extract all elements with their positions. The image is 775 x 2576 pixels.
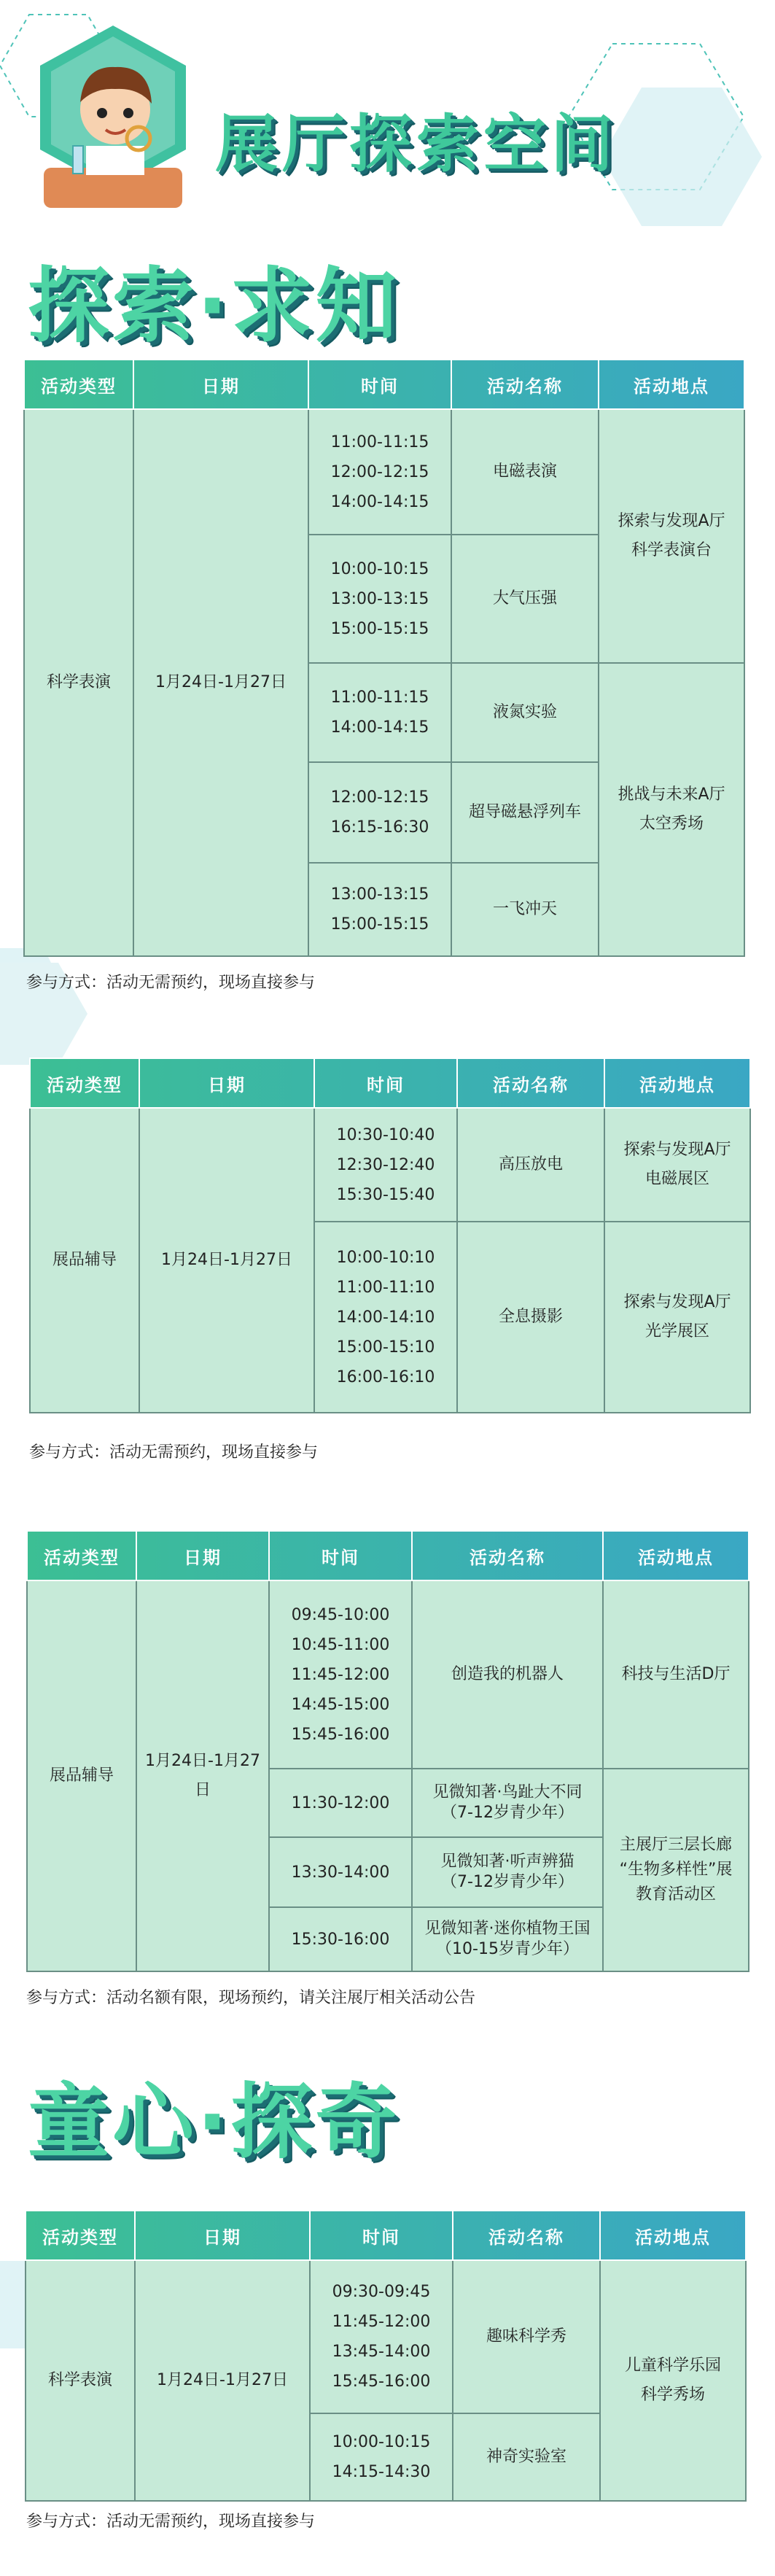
header-time: 时间	[310, 2211, 453, 2260]
header-time: 时间	[314, 1058, 457, 1108]
time-cell: 15:30-16:00	[269, 1907, 412, 1971]
activity-name: 全息摄影	[457, 1222, 604, 1413]
time-cell: 11:00-11:15 12:00-12:15 14:00-14:15	[308, 409, 451, 535]
schedule-table-2	[29, 1058, 751, 1413]
table-row	[27, 1580, 749, 1769]
header-location: 活动地点	[600, 2211, 746, 2260]
header-time: 时间	[308, 360, 451, 409]
participation-note: 参与方式：活动无需预约，现场直接参与	[26, 974, 316, 992]
time-cell: 10:30-10:40 12:30-12:40 15:30-15:40	[314, 1108, 457, 1222]
activity-name: 高压放电	[457, 1108, 604, 1222]
header-type: 活动类型	[26, 2211, 135, 2260]
time-cell: 10:00-10:10 11:00-11:10 14:00-14:10 15:00-15:10 16:00-16:10	[314, 1222, 457, 1413]
header-date: 日期	[136, 1531, 269, 1580]
schedule-table-4	[25, 2210, 747, 2502]
header-name: 活动名称	[457, 1058, 604, 1108]
activity-name: 见微知著·迷你植物王国 （10-15岁青少年）	[412, 1907, 603, 1971]
activity-type: 展品辅导	[27, 1580, 136, 1971]
activity-name: 电磁表演	[451, 409, 599, 535]
activity-location: 挑战与未来A厅 太空秀场	[599, 663, 744, 956]
header-date: 日期	[135, 2211, 310, 2260]
table-row	[24, 409, 744, 535]
header-name: 活动名称	[412, 1531, 603, 1580]
header-location: 活动地点	[603, 1531, 749, 1580]
activity-date: 1月24日-1月27日	[133, 409, 308, 956]
activity-location: 探索与发现A厅 电磁展区	[604, 1108, 750, 1222]
activity-type: 科学表演	[24, 409, 133, 956]
time-cell: 12:00-12:15 16:15-16:30	[308, 762, 451, 863]
participation-note: 参与方式：活动无需预约，现场直接参与	[26, 2513, 316, 2531]
time-cell: 13:00-13:15 15:00-15:15	[308, 863, 451, 956]
header-type: 活动类型	[27, 1531, 136, 1580]
activity-name: 趣味科学秀	[453, 2260, 600, 2413]
time-cell: 09:30-09:45 11:45-12:00 13:45-14:00 15:45-16:00	[310, 2260, 453, 2413]
time-cell: 13:30-14:00	[269, 1837, 412, 1907]
page-title: 展厅探索空间	[215, 108, 618, 181]
time-cell: 11:30-12:00	[269, 1769, 412, 1837]
header-name: 活动名称	[453, 2211, 600, 2260]
header-location: 活动地点	[604, 1058, 750, 1108]
time-cell: 09:45-10:00 10:45-11:00 11:45-12:00 14:45-15:00 15:45-16:00	[269, 1580, 412, 1769]
activity-type: 展品辅导	[30, 1108, 139, 1413]
activity-name: 神奇实验室	[453, 2413, 600, 2501]
activity-location: 儿童科学乐园 科学秀场	[600, 2260, 746, 2501]
header-type: 活动类型	[30, 1058, 139, 1108]
header-date: 日期	[139, 1058, 314, 1108]
header-name: 活动名称	[451, 360, 599, 409]
activity-name: 见微知著·听声辨猫 （7-12岁青少年）	[412, 1837, 603, 1907]
activity-name: 大气压强	[451, 535, 599, 663]
header-date: 日期	[133, 360, 308, 409]
time-cell: 10:00-10:15 13:00-13:15 15:00-15:15	[308, 535, 451, 663]
activity-name: 超导磁悬浮列车	[451, 762, 599, 863]
section-title-explore: 探索·求知	[28, 259, 400, 354]
scientist-boy-icon	[29, 22, 197, 212]
header-time: 时间	[269, 1531, 412, 1580]
activity-date: 1月24日-1月27日	[135, 2260, 310, 2501]
activity-date: 1月24日-1月27日	[136, 1580, 269, 1971]
participation-note: 参与方式：活动无需预约，现场直接参与	[29, 1443, 319, 1462]
schedule-table-1	[23, 359, 745, 957]
activity-location: 探索与发现A厅 科学表演台	[599, 409, 744, 663]
activity-name: 创造我的机器人	[412, 1580, 603, 1769]
participation-note: 参与方式：活动名额有限，现场预约，请关注展厅相关活动公告	[26, 1989, 476, 2007]
section-title-childhood: 童心·探奇	[28, 2075, 400, 2170]
header-location: 活动地点	[599, 360, 744, 409]
activity-name: 液氮实验	[451, 663, 599, 762]
time-cell: 10:00-10:15 14:15-14:30	[310, 2413, 453, 2501]
activity-location: 探索与发现A厅 光学展区	[604, 1222, 750, 1413]
table-row	[30, 1108, 750, 1222]
page-header	[0, 0, 775, 233]
activity-location: 主展厅三层长廊 “生物多样性”展 教育活动区	[603, 1769, 749, 1971]
activity-name: 见微知著·鸟趾大不同 （7-12岁青少年）	[412, 1769, 603, 1837]
header-type: 活动类型	[24, 360, 133, 409]
activity-type: 科学表演	[26, 2260, 135, 2501]
activity-name: 一飞冲天	[451, 863, 599, 956]
activity-date: 1月24日-1月27日	[139, 1108, 314, 1413]
schedule-table-3	[26, 1530, 749, 1972]
table-row	[26, 2260, 746, 2413]
activity-location: 科技与生活D厅	[603, 1580, 749, 1769]
time-cell: 11:00-11:15 14:00-14:15	[308, 663, 451, 762]
